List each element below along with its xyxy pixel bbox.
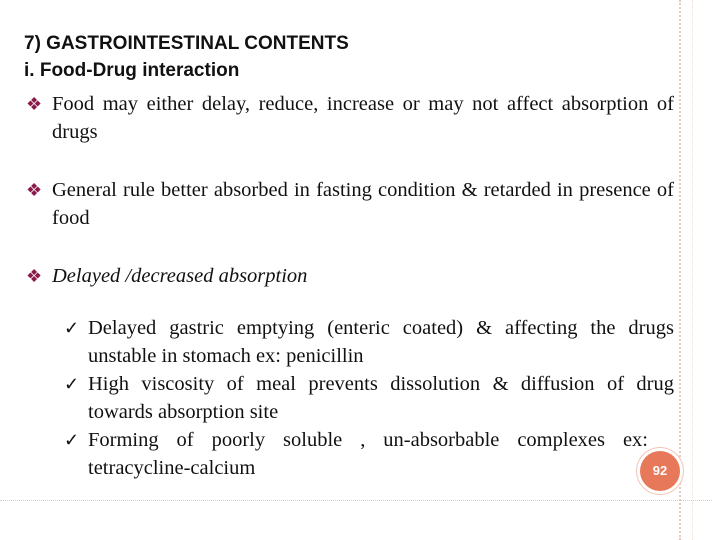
diamond-bullet-icon: ❖ [26, 94, 43, 114]
bullet-text: Delayed /decreased absorption [52, 265, 308, 287]
bullet-item [24, 176, 674, 232]
section-heading: 7) GASTROINTESTINAL CONTENTS [24, 33, 349, 54]
page-number-badge: 92 [640, 451, 680, 491]
frame-line-right [679, 0, 681, 540]
checkmark-icon: ✓ [64, 430, 80, 450]
sub-bullet-item [64, 370, 674, 426]
bullet-text: General rule better absorbed in fasting condition & retarded in presence of food [52, 179, 674, 229]
subsection-heading: i. Food-Drug interaction [24, 60, 240, 81]
bullet-text: Food may either delay, reduce, increase or may not affect absorption of drugs [52, 93, 674, 143]
sub-bullet-text: Delayed gastric emptying (enteric coated) & affecting the drugs unstable in stomach ex: penicillin [88, 317, 674, 367]
bullet-item [24, 262, 674, 290]
sub-bullet-item [64, 426, 674, 482]
frame-line-outer [692, 0, 693, 540]
checkmark-icon: ✓ [64, 318, 80, 338]
checkmark-icon: ✓ [64, 374, 80, 394]
sub-bullet-text: High viscosity of meal prevents dissolution & diffusion of drug towards absorption site [88, 373, 674, 423]
sub-bullet-text: Forming of poorly soluble , un-absorbable complexes ex: tetracycline-calcium [88, 429, 648, 479]
diamond-bullet-icon: ❖ [26, 180, 43, 200]
slide-content [24, 30, 674, 482]
diamond-bullet-icon: ❖ [26, 266, 43, 286]
frame-line-bottom [0, 500, 712, 501]
sub-bullet-list [64, 314, 674, 482]
sub-bullet-item [64, 314, 674, 370]
bullet-item [24, 90, 674, 146]
